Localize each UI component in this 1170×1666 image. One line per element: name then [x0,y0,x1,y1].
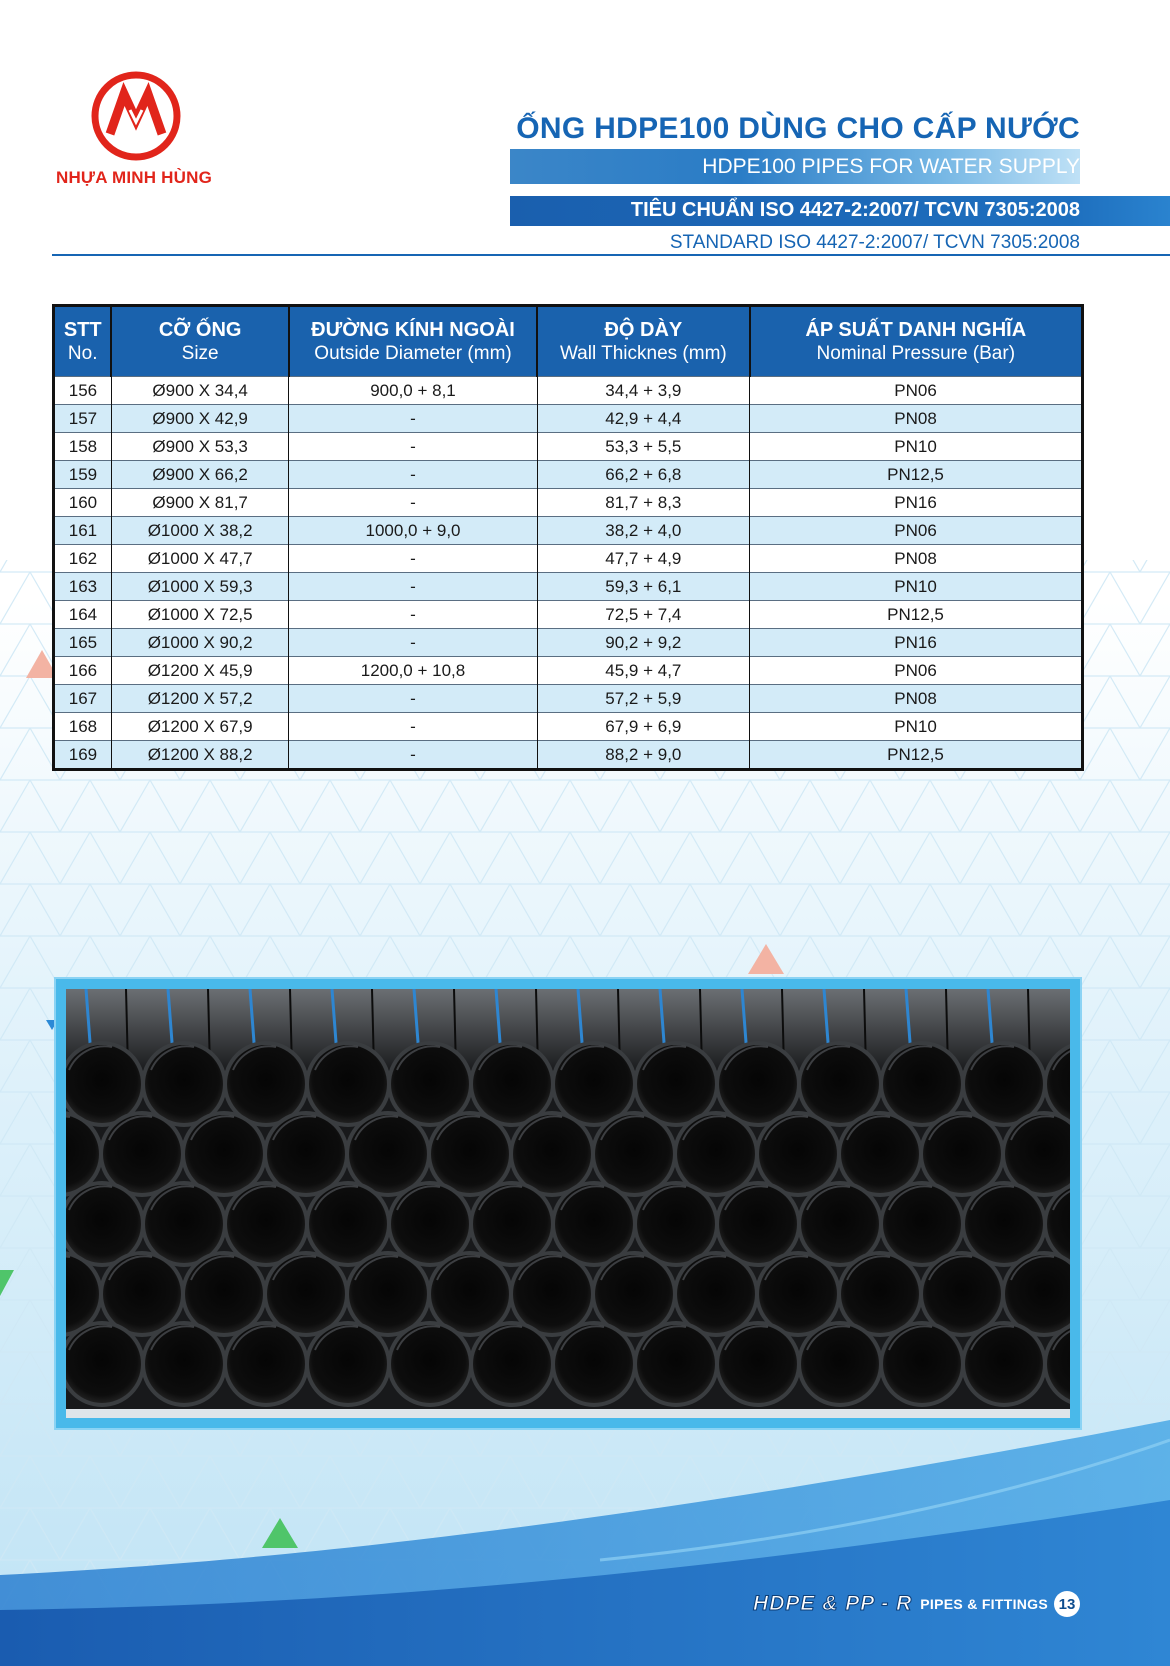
cell-no: 163 [54,573,112,601]
cell-size: Ø1000 X 59,3 [111,573,288,601]
cell-no: 160 [54,489,112,517]
cell-outside-diameter: - [289,405,537,433]
table-row [54,741,1083,770]
cell-no: 157 [54,405,112,433]
cell-outside-diameter: - [289,629,537,657]
cell-wall-thickness: 42,9 + 4,4 [537,405,749,433]
cell-wall-thickness: 90,2 + 9,2 [537,629,749,657]
cell-wall-thickness: 53,3 + 5,5 [537,433,749,461]
cell-nominal-pressure: PN06 [750,377,1083,405]
pipe-bore [965,1185,1043,1263]
pipe-bore [923,1255,1001,1333]
table-row [54,377,1083,405]
cell-no: 161 [54,517,112,545]
pipe-bore [391,1325,469,1403]
cell-wall-thickness: 72,5 + 7,4 [537,601,749,629]
pipe-bore [227,1045,305,1123]
company-logo [48,70,238,190]
cell-no: 166 [54,657,112,685]
cell-outside-diameter: - [289,741,537,770]
cell-size: Ø1200 X 67,9 [111,713,288,741]
page-footer [753,1590,1080,1618]
pipe-bore [145,1325,223,1403]
cell-nominal-pressure: PN06 [750,517,1083,545]
cell-outside-diameter: - [289,489,537,517]
cell-nominal-pressure: PN16 [750,489,1083,517]
cell-outside-diameter: 1000,0 + 9,0 [289,517,537,545]
table-row [54,629,1083,657]
cell-outside-diameter: - [289,713,537,741]
cell-no: 159 [54,461,112,489]
pipe-bore [637,1185,715,1263]
table-row [54,685,1083,713]
pipe-bore [349,1115,427,1193]
table-row [54,573,1083,601]
cell-no: 156 [54,377,112,405]
pipe-spec-table [52,304,1084,771]
pipe-bore [759,1115,837,1193]
cell-no: 167 [54,685,112,713]
pipe-bore [185,1255,263,1333]
column-header-size: CỠ ỐNG Size [111,306,288,377]
table-row [54,657,1083,685]
table-row [54,489,1083,517]
cell-outside-diameter: - [289,685,537,713]
cell-nominal-pressure: PN12,5 [750,461,1083,489]
column-header-no: STT No. [54,306,112,377]
minh-hung-logo-mark [90,70,182,162]
pipe-bore [841,1255,919,1333]
cell-no: 165 [54,629,112,657]
cell-size: Ø1000 X 47,7 [111,545,288,573]
pipe-bore [309,1325,387,1403]
pipe-bore [595,1115,673,1193]
pipe-bore [801,1045,879,1123]
table-row [54,405,1083,433]
footer-brand: HDPE & PP - R [753,1592,913,1615]
cell-size: Ø1000 X 38,2 [111,517,288,545]
cell-wall-thickness: 67,9 + 6,9 [537,713,749,741]
pipe-bore [883,1185,961,1263]
pipes-photo-frame [54,977,1082,1430]
pipe-bore [801,1325,879,1403]
pipe-bore [473,1325,551,1403]
cell-wall-thickness: 34,4 + 3,9 [537,377,749,405]
cell-size: Ø900 X 34,4 [111,377,288,405]
cell-size: Ø1200 X 88,2 [111,741,288,770]
cell-size: Ø1200 X 57,2 [111,685,288,713]
column-header-wall-thickness: ĐỘ DÀY Wall Thicknes (mm) [537,306,749,377]
pipe-bore [473,1045,551,1123]
pipe-bore [431,1115,509,1193]
cell-no: 162 [54,545,112,573]
cell-nominal-pressure: PN12,5 [750,601,1083,629]
cell-wall-thickness: 59,3 + 6,1 [537,573,749,601]
pipe-bore [677,1115,755,1193]
pipe-bore [267,1115,345,1193]
brand-name: NHỰA MINH HÙNG [55,168,213,187]
pipe-bore [349,1255,427,1333]
table-header-row [54,306,1083,377]
pipe-bore [595,1255,673,1333]
page-subtitle-en: HDPE100 PIPES FOR WATER SUPPLY [702,155,1080,178]
pipe-bore [555,1325,633,1403]
pipe-bore [759,1255,837,1333]
pipe-bore [841,1115,919,1193]
pipe-bore [473,1185,551,1263]
pipe-bore [391,1185,469,1263]
cell-nominal-pressure: PN16 [750,629,1083,657]
cell-nominal-pressure: PN06 [750,657,1083,685]
table-row [54,601,1083,629]
cell-nominal-pressure: PN10 [750,433,1083,461]
cell-size: Ø1000 X 90,2 [111,629,288,657]
pipe-bore [719,1045,797,1123]
cell-wall-thickness: 81,7 + 8,3 [537,489,749,517]
cell-no: 169 [54,741,112,770]
cell-wall-thickness: 66,2 + 6,8 [537,461,749,489]
pipe-bore [719,1185,797,1263]
cell-no: 168 [54,713,112,741]
pipe-bore [103,1255,181,1333]
cell-wall-thickness: 45,9 + 4,7 [537,657,749,685]
cell-size: Ø900 X 53,3 [111,433,288,461]
pipe-bore [431,1255,509,1333]
cell-outside-diameter: 1200,0 + 10,8 [289,657,537,685]
cell-nominal-pressure: PN10 [750,573,1083,601]
pipe-bore [227,1325,305,1403]
cell-size: Ø900 X 42,9 [111,405,288,433]
pipe-bore [145,1045,223,1123]
pipe-bore [555,1045,633,1123]
pipe-bore [513,1255,591,1333]
stacked-pipes-photo [66,989,1070,1418]
cell-outside-diameter: - [289,601,537,629]
cell-outside-diameter: - [289,545,537,573]
title-band [510,149,1080,184]
pipe-bore [145,1185,223,1263]
cell-size: Ø900 X 66,2 [111,461,288,489]
cell-nominal-pressure: PN08 [750,405,1083,433]
cell-size: Ø1000 X 72,5 [111,601,288,629]
pipe-bore [801,1185,879,1263]
cell-nominal-pressure: PN08 [750,545,1083,573]
cell-wall-thickness: 88,2 + 9,0 [537,741,749,770]
cell-no: 164 [54,601,112,629]
cell-wall-thickness: 47,7 + 4,9 [537,545,749,573]
column-header-nominal-pressure: ÁP SUẤT DANH NGHĨA Nominal Pressure (Bar) [750,306,1083,377]
header-divider [52,254,1170,256]
cell-wall-thickness: 38,2 + 4,0 [537,517,749,545]
column-header-outside-diameter: ĐƯỜNG KÍNH NGOÀI Outside Diameter (mm) [289,306,537,377]
cell-wall-thickness: 57,2 + 5,9 [537,685,749,713]
pipe-bore [185,1115,263,1193]
pipe-bore [637,1325,715,1403]
pipe-bore [227,1185,305,1263]
cell-nominal-pressure: PN12,5 [750,741,1083,770]
pipe-bore [103,1115,181,1193]
table-row [54,517,1083,545]
table-row [54,545,1083,573]
pipe-bore [637,1045,715,1123]
table-row [54,461,1083,489]
cell-nominal-pressure: PN08 [750,685,1083,713]
table-row [54,713,1083,741]
pipe-bore [923,1115,1001,1193]
pipe-bore [883,1325,961,1403]
pipe-bore [513,1115,591,1193]
pipe-bore [883,1045,961,1123]
pipe-bore [309,1045,387,1123]
standard-title-vi: TIÊU CHUẨN ISO 4427-2:2007/ TCVN 7305:2008 [630,199,1080,221]
cell-outside-diameter: - [289,461,537,489]
cell-outside-diameter: 900,0 + 8,1 [289,377,537,405]
pipe-bore [677,1255,755,1333]
table-row [54,433,1083,461]
pipe-bore [555,1185,633,1263]
pipe-bore [965,1045,1043,1123]
pipe-bore [965,1325,1043,1403]
page-title: ỐNG HDPE100 DÙNG CHO CẤP NƯỚC [516,112,1080,145]
page-number: 13 [1054,1591,1080,1617]
cell-size: Ø1200 X 45,9 [111,657,288,685]
standard-title-en: STANDARD ISO 4427-2:2007/ TCVN 7305:2008 [669,232,1080,253]
footer-subtitle: PIPES & FITTINGS [920,1596,1048,1612]
cell-size: Ø900 X 81,7 [111,489,288,517]
cell-outside-diameter: - [289,573,537,601]
cell-outside-diameter: - [289,433,537,461]
standard-band [510,196,1170,226]
cell-nominal-pressure: PN10 [750,713,1083,741]
pipe-bore [309,1185,387,1263]
pipe-bore [719,1325,797,1403]
cell-no: 158 [54,433,112,461]
pipe-bore [391,1045,469,1123]
pipe-bore [267,1255,345,1333]
